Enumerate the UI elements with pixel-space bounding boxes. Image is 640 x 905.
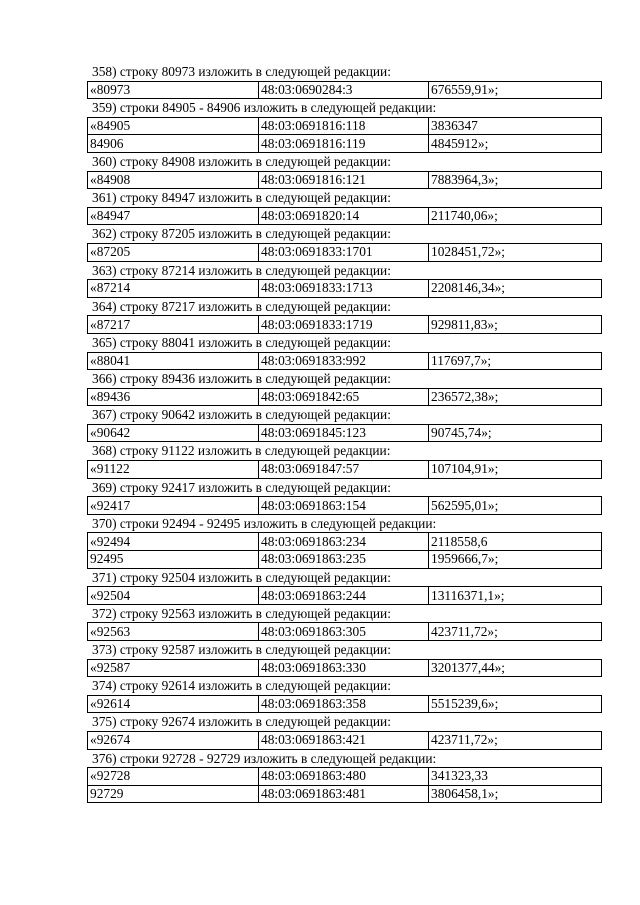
document-body bbox=[87, 63, 601, 803]
amendment-table bbox=[87, 424, 602, 443]
table-row bbox=[88, 388, 602, 406]
value-cell: 90745,74»; bbox=[429, 424, 602, 442]
amendment-table bbox=[87, 207, 602, 226]
cadastral-number-cell: 48:03:0691863:421 bbox=[259, 731, 429, 749]
row-number-cell: «87217 bbox=[88, 316, 259, 334]
amendment-heading: 370) строки 92494 - 92495 изложить в следующей редакции: bbox=[92, 515, 437, 531]
table-row bbox=[88, 316, 602, 334]
amendment-heading: 373) строку 92587 изложить в следующей редакции: bbox=[92, 642, 391, 657]
amendment-heading: 359) строки 84905 - 84906 изложить в следующей редакции: bbox=[92, 100, 437, 116]
cadastral-number-cell: 48:03:0691833:1719 bbox=[259, 316, 429, 334]
value-cell: 2118558,6 bbox=[429, 533, 602, 551]
row-number-cell: «92563 bbox=[88, 623, 259, 641]
amendment-table bbox=[87, 171, 602, 190]
value-cell: 3806458,1»; bbox=[429, 785, 602, 803]
cadastral-number-cell: 48:03:0691863:234 bbox=[259, 533, 429, 551]
amendment-section bbox=[87, 479, 601, 515]
amendment-table bbox=[87, 659, 602, 678]
table-row bbox=[88, 352, 602, 370]
amendment-section bbox=[87, 262, 601, 298]
value-cell: 107104,91»; bbox=[429, 461, 602, 479]
amendment-heading: 360) строку 84908 изложить в следующей редакции: bbox=[92, 153, 391, 169]
row-number-cell: «88041 bbox=[88, 352, 259, 370]
table-row bbox=[88, 171, 602, 189]
amendment-heading: 358) строку 80973 изложить в следующей редакции: bbox=[92, 64, 391, 79]
value-cell: 3836347 bbox=[429, 117, 602, 135]
amendment-section bbox=[87, 750, 601, 804]
table-row bbox=[88, 623, 602, 641]
row-number-cell: «84947 bbox=[88, 207, 259, 225]
cadastral-number-cell: 48:03:0691863:305 bbox=[259, 623, 429, 641]
table-row bbox=[88, 81, 602, 99]
row-number-cell: 92729 bbox=[88, 785, 259, 803]
amendment-table bbox=[87, 388, 602, 407]
value-cell: 3201377,44»; bbox=[429, 659, 602, 677]
table-row bbox=[88, 497, 602, 515]
amendment-section bbox=[87, 605, 601, 641]
value-cell: 562595,01»; bbox=[429, 497, 602, 515]
table-row bbox=[88, 695, 602, 713]
cadastral-number-cell: 48:03:0690284:3 bbox=[259, 81, 429, 99]
amendment-heading: 367) строку 90642 изложить в следующей редакции: bbox=[92, 407, 391, 423]
table-row bbox=[88, 207, 602, 225]
amendment-heading: 366) строку 89436 изложить в следующей редакции: bbox=[92, 371, 391, 387]
value-cell: 117697,7»; bbox=[429, 352, 602, 370]
cadastral-number-cell: 48:03:0691816:119 bbox=[259, 135, 429, 153]
cadastral-number-cell: 48:03:0691863:481 bbox=[259, 785, 429, 803]
row-number-cell: 92495 bbox=[88, 551, 259, 569]
row-number-cell: «84908 bbox=[88, 171, 259, 189]
table-row bbox=[88, 551, 602, 569]
amendment-section bbox=[87, 298, 601, 334]
cadastral-number-cell: 48:03:0691833:1713 bbox=[259, 280, 429, 298]
amendment-table bbox=[87, 695, 602, 714]
amendment-heading: 363) строку 87214 изложить в следующей редакции: bbox=[92, 262, 391, 278]
amendment-section bbox=[87, 63, 601, 99]
cadastral-number-cell: 48:03:0691833:992 bbox=[259, 352, 429, 370]
value-cell: 13116371,1»; bbox=[429, 587, 602, 605]
row-number-cell: «90642 bbox=[88, 424, 259, 442]
value-cell: 423711,72»; bbox=[429, 623, 602, 641]
value-cell: 1028451,72»; bbox=[429, 243, 602, 261]
amendment-heading: 365) строку 88041 изложить в следующей редакции: bbox=[92, 334, 391, 350]
amendment-section bbox=[87, 334, 601, 370]
cadastral-number-cell: 48:03:0691816:118 bbox=[259, 117, 429, 135]
cadastral-number-cell: 48:03:0691863:244 bbox=[259, 587, 429, 605]
row-number-cell: «92587 bbox=[88, 659, 259, 677]
row-number-cell: «84905 bbox=[88, 117, 259, 135]
table-row bbox=[88, 785, 602, 803]
row-number-cell: «92417 bbox=[88, 497, 259, 515]
table-row bbox=[88, 768, 602, 786]
value-cell: 676559,91»; bbox=[429, 81, 602, 99]
amendment-table bbox=[87, 622, 602, 641]
value-cell: 5515239,6»; bbox=[429, 695, 602, 713]
row-number-cell: «91122 bbox=[88, 461, 259, 479]
amendment-section bbox=[87, 713, 601, 749]
amendment-heading: 361) строку 84947 изложить в следующей редакции: bbox=[92, 190, 391, 206]
cadastral-number-cell: 48:03:0691847:57 bbox=[259, 461, 429, 479]
value-cell: 341323,33 bbox=[429, 768, 602, 786]
row-number-cell: 84906 bbox=[88, 135, 259, 153]
cadastral-number-cell: 48:03:0691863:480 bbox=[259, 768, 429, 786]
row-number-cell: «92674 bbox=[88, 731, 259, 749]
amendment-table bbox=[87, 586, 602, 605]
table-row bbox=[88, 461, 602, 479]
value-cell: 929811,83»; bbox=[429, 316, 602, 334]
value-cell: 1959666,7»; bbox=[429, 551, 602, 569]
table-row bbox=[88, 533, 602, 551]
cadastral-number-cell: 48:03:0691816:121 bbox=[259, 171, 429, 189]
table-row bbox=[88, 587, 602, 605]
table-row bbox=[88, 731, 602, 749]
row-number-cell: «89436 bbox=[88, 388, 259, 406]
cadastral-number-cell: 48:03:0691863:330 bbox=[259, 659, 429, 677]
amendment-heading: 371) строку 92504 изложить в следующей редакции: bbox=[92, 569, 391, 585]
cadastral-number-cell: 48:03:0691845:123 bbox=[259, 424, 429, 442]
row-number-cell: «80973 bbox=[88, 81, 259, 99]
amendment-table bbox=[87, 352, 602, 371]
amendment-section bbox=[87, 406, 601, 442]
amendment-table bbox=[87, 315, 602, 334]
amendment-section bbox=[87, 189, 601, 225]
row-number-cell: «87214 bbox=[88, 280, 259, 298]
row-number-cell: «92728 bbox=[88, 768, 259, 786]
amendment-table bbox=[87, 81, 602, 100]
amendment-heading: 364) строку 87217 изложить в следующей редакции: bbox=[92, 298, 391, 314]
amendment-section bbox=[87, 515, 601, 569]
amendment-heading: 372) строку 92563 изложить в следующей редакции: bbox=[92, 605, 391, 621]
row-number-cell: «92494 bbox=[88, 533, 259, 551]
row-number-cell: «92504 bbox=[88, 587, 259, 605]
value-cell: 2208146,34»; bbox=[429, 280, 602, 298]
amendment-table bbox=[87, 496, 602, 515]
cadastral-number-cell: 48:03:0691863:154 bbox=[259, 497, 429, 515]
table-row bbox=[88, 117, 602, 135]
amendment-section bbox=[87, 370, 601, 406]
amendment-heading: 369) строку 92417 изложить в следующей редакции: bbox=[92, 479, 391, 495]
table-row bbox=[88, 659, 602, 677]
amendment-table bbox=[87, 117, 602, 153]
row-number-cell: «87205 bbox=[88, 243, 259, 261]
amendment-section bbox=[87, 225, 601, 261]
amendment-table bbox=[87, 279, 602, 298]
amendment-section bbox=[87, 677, 601, 713]
cadastral-number-cell: 48:03:0691863:358 bbox=[259, 695, 429, 713]
cadastral-number-cell: 48:03:0691820:14 bbox=[259, 207, 429, 225]
amendment-heading: 374) строку 92614 изложить в следующей редакции: bbox=[92, 678, 391, 694]
table-row bbox=[88, 280, 602, 298]
table-row bbox=[88, 243, 602, 261]
amendment-table bbox=[87, 532, 602, 568]
value-cell: 211740,06»; bbox=[429, 207, 602, 225]
value-cell: 423711,72»; bbox=[429, 731, 602, 749]
cadastral-number-cell: 48:03:0691863:235 bbox=[259, 551, 429, 569]
amendment-section bbox=[87, 442, 601, 478]
amendment-heading: 368) строку 91122 изложить в следующей редакции: bbox=[92, 443, 391, 459]
amendment-table bbox=[87, 460, 602, 479]
amendment-table bbox=[87, 243, 602, 262]
cadastral-number-cell: 48:03:0691833:1701 bbox=[259, 243, 429, 261]
amendment-section bbox=[87, 153, 601, 189]
amendment-section bbox=[87, 569, 601, 605]
row-number-cell: «92614 bbox=[88, 695, 259, 713]
amendment-heading: 375) строку 92674 изложить в следующей редакции: bbox=[92, 714, 391, 730]
amendment-heading: 376) строки 92728 - 92729 изложить в следующей редакции: bbox=[92, 750, 437, 766]
amendment-heading: 362) строку 87205 изложить в следующей редакции: bbox=[92, 226, 391, 242]
amendment-table bbox=[87, 767, 602, 803]
table-row bbox=[88, 135, 602, 153]
value-cell: 4845912»; bbox=[429, 135, 602, 153]
amendment-section bbox=[87, 99, 601, 153]
cadastral-number-cell: 48:03:0691842:65 bbox=[259, 388, 429, 406]
table-row bbox=[88, 424, 602, 442]
amendment-section bbox=[87, 641, 601, 677]
value-cell: 7883964,3»; bbox=[429, 171, 602, 189]
value-cell: 236572,38»; bbox=[429, 388, 602, 406]
amendment-table bbox=[87, 731, 602, 750]
